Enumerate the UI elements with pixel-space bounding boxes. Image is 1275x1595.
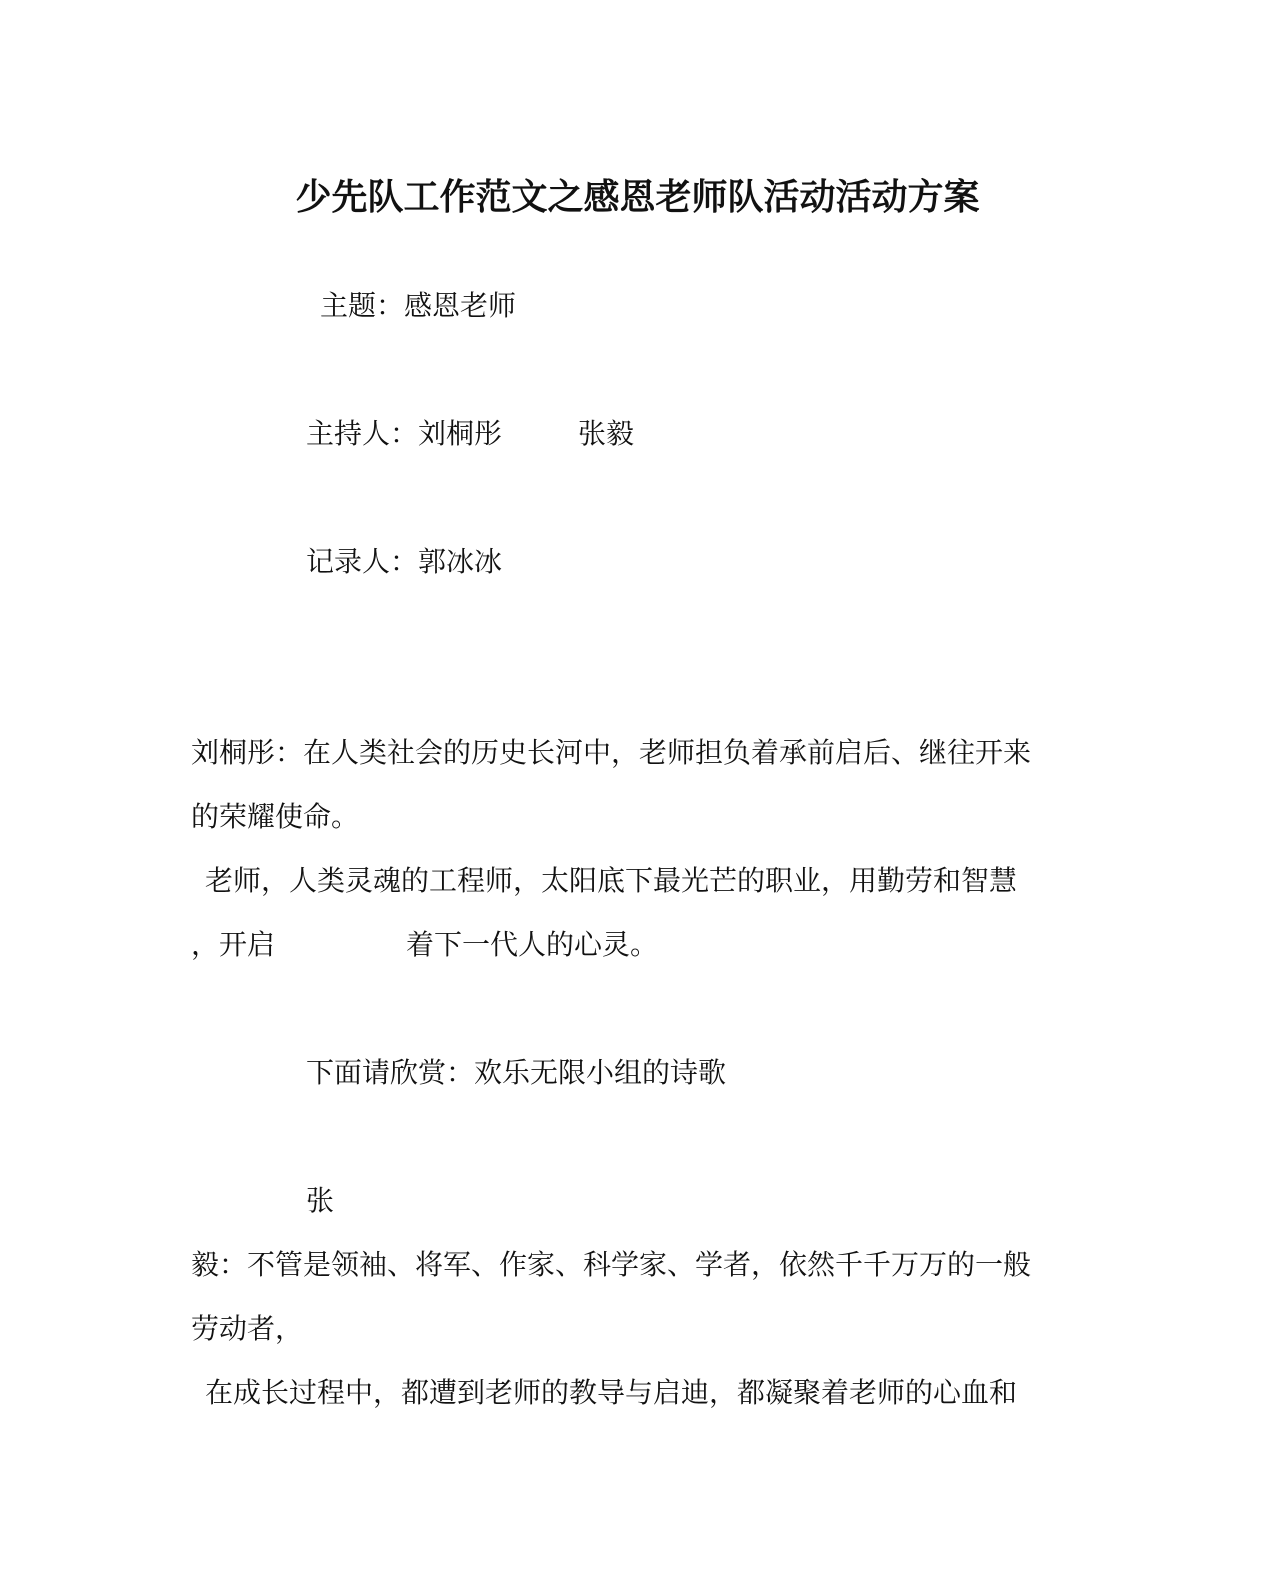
- host-name-2: 张毅: [578, 417, 635, 450]
- paragraph-4-speaker-a: 张: [306, 1184, 335, 1217]
- paragraph-4-line-1: 毅：不管是领袖、将军、作家、科学家、学者，依然千千万万的一般: [191, 1248, 1032, 1281]
- host-label: 主持人：: [306, 417, 419, 450]
- paragraph-2-line-2b: 着下一代人的心灵。: [406, 928, 659, 961]
- paragraph-2-line-2a: ，开启: [191, 928, 276, 961]
- recorder-value: 郭冰冰: [418, 545, 503, 578]
- paragraph-1-line-1: 刘桐彤：在人类社会的历史长河中，老师担负着承前启后、继往开来: [191, 736, 1032, 769]
- recorder-line: [306, 544, 502, 580]
- paragraph-4-line-2: 劳动者，: [191, 1312, 304, 1345]
- paragraph-2-line-1: 老师，人类灵魂的工程师，太阳底下最光芒的职业，用勤劳和智慧: [205, 864, 1018, 897]
- paragraph-1-line-2: 的荣耀使命。: [191, 800, 360, 833]
- host-name-2-line: [578, 416, 634, 452]
- theme-label: 主题：: [320, 289, 405, 322]
- theme-line: [320, 288, 516, 324]
- host-line: [306, 416, 502, 452]
- host-name-1: 刘桐彤: [418, 417, 503, 450]
- paragraph-5-line-1: 在成长过程中，都遭到老师的教导与启迪，都凝聚着老师的心血和: [205, 1376, 1018, 1409]
- paragraph-3: 下面请欣赏：欢乐无限小组的诗歌: [306, 1056, 727, 1089]
- document-title: 少先队工作范文之感恩老师队活动活动方案: [295, 176, 980, 218]
- theme-value: 感恩老师: [404, 289, 517, 322]
- recorder-label: 记录人：: [306, 545, 419, 578]
